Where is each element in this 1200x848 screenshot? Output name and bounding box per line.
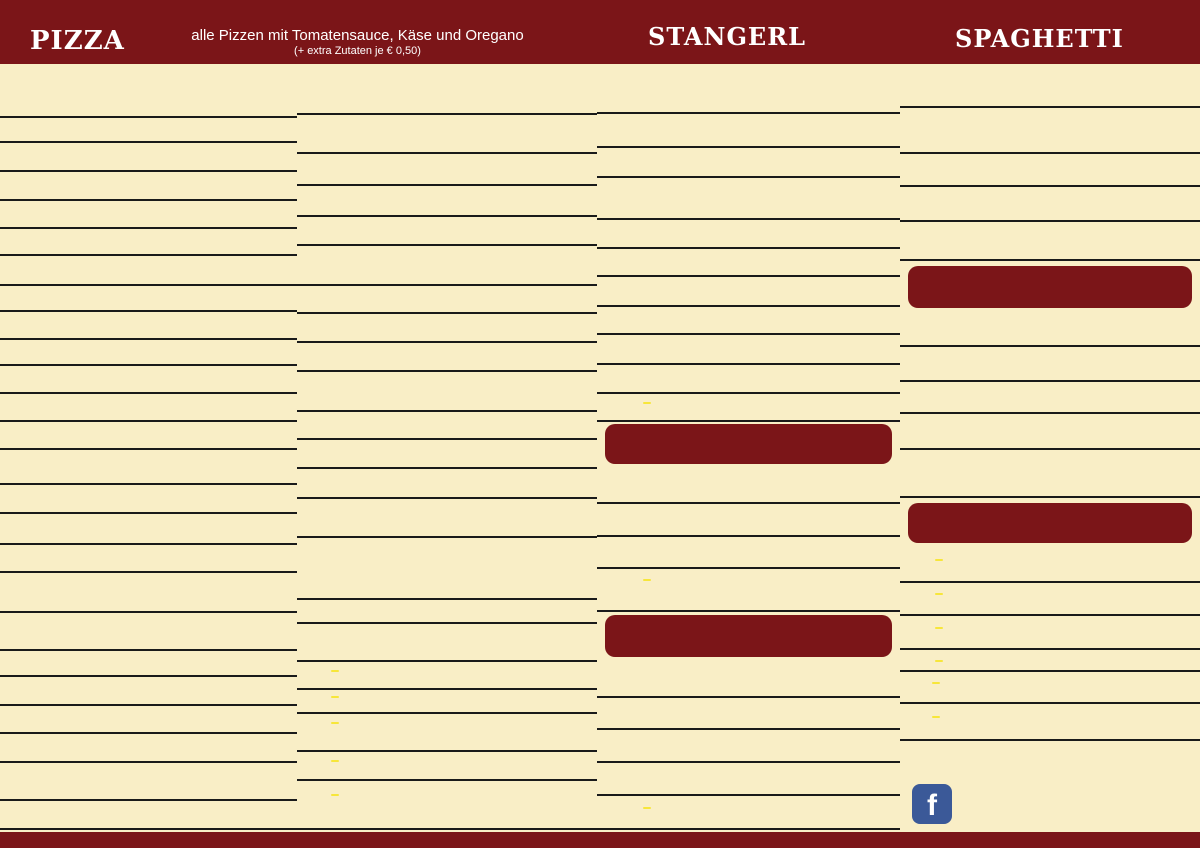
item-name bbox=[635, 574, 651, 586]
menu-item bbox=[900, 154, 1200, 187]
item-name bbox=[32, 84, 35, 96]
item-name bbox=[323, 717, 339, 729]
new-badge bbox=[331, 722, 339, 724]
new-badge bbox=[643, 807, 651, 809]
item-name bbox=[635, 339, 638, 351]
item-name bbox=[32, 709, 35, 721]
item-name bbox=[323, 473, 326, 485]
menu-item bbox=[0, 450, 297, 485]
item-name bbox=[635, 397, 651, 409]
menu-item bbox=[597, 537, 900, 569]
item-name bbox=[927, 622, 943, 634]
item-name bbox=[323, 443, 326, 455]
menu-item bbox=[297, 781, 597, 830]
menu-item bbox=[297, 72, 597, 115]
menu-item bbox=[297, 115, 597, 154]
menu-item bbox=[597, 114, 900, 148]
menu-item bbox=[297, 286, 597, 314]
menu-item bbox=[900, 312, 1200, 347]
item-name bbox=[32, 369, 35, 381]
item-name bbox=[635, 183, 638, 195]
menu-item bbox=[900, 672, 1200, 704]
item-name bbox=[323, 220, 326, 232]
new-badge bbox=[331, 794, 339, 796]
item-name bbox=[32, 737, 35, 749]
item-name bbox=[32, 488, 35, 500]
menu-item bbox=[597, 662, 900, 698]
menu-item bbox=[597, 178, 900, 220]
menu-item bbox=[900, 414, 1200, 450]
item-name bbox=[323, 789, 339, 801]
section-banner-haupt bbox=[908, 503, 1192, 543]
menu-item bbox=[297, 154, 597, 186]
menu-item bbox=[0, 763, 297, 801]
item-name bbox=[635, 120, 638, 132]
menu-item bbox=[297, 469, 597, 499]
item-name bbox=[323, 346, 326, 358]
facebook-icon[interactable]: f bbox=[912, 784, 952, 824]
menu-item bbox=[297, 440, 597, 469]
menu-item bbox=[900, 650, 1200, 672]
item-name bbox=[32, 425, 35, 437]
new-badge bbox=[932, 716, 940, 718]
menu-item bbox=[0, 734, 297, 763]
menu-item bbox=[297, 186, 597, 217]
item-name bbox=[927, 677, 940, 689]
item-name bbox=[323, 665, 339, 677]
new-badge bbox=[331, 696, 339, 698]
item-name bbox=[323, 376, 326, 388]
item-name bbox=[32, 680, 35, 692]
new-badge bbox=[935, 559, 943, 561]
menu-item bbox=[297, 538, 597, 600]
item-name bbox=[32, 175, 35, 187]
item-name bbox=[927, 193, 930, 205]
menu-item bbox=[900, 108, 1200, 154]
item-name bbox=[32, 804, 35, 816]
item-name bbox=[635, 252, 638, 264]
item-name bbox=[927, 387, 930, 399]
menu-item bbox=[297, 372, 597, 412]
menu-item bbox=[297, 714, 597, 752]
new-badge bbox=[643, 579, 651, 581]
item-name bbox=[927, 711, 940, 723]
section-banner-pide bbox=[605, 424, 892, 464]
item-name bbox=[323, 250, 326, 262]
item-name bbox=[32, 397, 35, 409]
menu-item bbox=[0, 545, 297, 573]
menu-item bbox=[297, 343, 597, 372]
item-name bbox=[927, 421, 930, 433]
item-name bbox=[32, 315, 35, 327]
item-name bbox=[32, 616, 35, 628]
item-name bbox=[635, 310, 638, 322]
new-badge bbox=[935, 627, 943, 629]
menu-item bbox=[900, 347, 1200, 382]
menu-item bbox=[597, 365, 900, 394]
item-name bbox=[32, 548, 35, 560]
menu-item bbox=[297, 314, 597, 343]
item-name bbox=[32, 653, 35, 665]
item-name bbox=[927, 348, 930, 360]
menu-item bbox=[0, 613, 297, 651]
item-name bbox=[32, 342, 35, 354]
item-name bbox=[323, 502, 326, 514]
item-name bbox=[323, 601, 326, 613]
item-name bbox=[927, 458, 930, 470]
item-name bbox=[32, 260, 35, 272]
menu-item bbox=[597, 220, 900, 249]
item-name bbox=[32, 766, 35, 778]
item-name bbox=[635, 281, 638, 293]
pizza-panel-2 bbox=[297, 64, 597, 832]
menu-item bbox=[900, 450, 1200, 498]
item-name bbox=[323, 415, 326, 427]
menu-item bbox=[0, 651, 297, 677]
item-name bbox=[32, 451, 35, 463]
menu-item bbox=[597, 394, 900, 422]
menu-item bbox=[900, 72, 1200, 108]
menu-item bbox=[597, 249, 900, 277]
new-badge bbox=[331, 670, 339, 672]
item-name bbox=[32, 288, 35, 300]
item-name bbox=[323, 190, 326, 202]
menu-item bbox=[297, 600, 597, 624]
pizza-panel-1 bbox=[0, 64, 297, 832]
item-name bbox=[635, 768, 638, 780]
stangerl-title: STANGERL bbox=[648, 22, 807, 51]
item-name bbox=[635, 669, 638, 681]
menu-item bbox=[597, 335, 900, 365]
menu-item bbox=[0, 143, 297, 172]
menu-item bbox=[297, 624, 597, 662]
menu-item bbox=[0, 340, 297, 366]
item-name bbox=[635, 735, 638, 747]
menu-item bbox=[297, 246, 597, 286]
new-badge bbox=[935, 660, 943, 662]
item-name bbox=[32, 577, 35, 589]
menu-item bbox=[0, 394, 297, 422]
section-banner-penne bbox=[908, 266, 1192, 308]
new-badge bbox=[932, 682, 940, 684]
pizza-subnote: (+ extra Zutaten je € 0,50) bbox=[294, 45, 421, 57]
item-name bbox=[323, 289, 326, 301]
menu-item bbox=[0, 172, 297, 201]
item-name bbox=[635, 509, 638, 521]
menu-item bbox=[597, 82, 900, 114]
menu-item bbox=[0, 229, 297, 256]
item-name bbox=[927, 79, 930, 91]
spaghetti-title: SPAGHETTI bbox=[955, 24, 1124, 53]
menu-item bbox=[0, 485, 297, 514]
menu-item bbox=[0, 366, 297, 394]
item-name bbox=[323, 118, 326, 130]
menu-item bbox=[0, 801, 297, 830]
menu-item bbox=[0, 286, 297, 312]
item-name bbox=[635, 152, 638, 164]
section-banner-tortellini bbox=[605, 615, 892, 657]
menu-item bbox=[597, 569, 900, 612]
item-name bbox=[32, 231, 35, 243]
menu-item bbox=[597, 307, 900, 335]
item-name bbox=[927, 318, 930, 330]
menu-item bbox=[900, 616, 1200, 650]
menu-item bbox=[297, 662, 597, 690]
menu-item bbox=[0, 573, 297, 613]
item-name bbox=[635, 368, 638, 380]
item-name bbox=[927, 588, 943, 600]
menu-item bbox=[0, 118, 297, 143]
menu-item bbox=[900, 187, 1200, 222]
menu-item bbox=[597, 504, 900, 537]
new-badge bbox=[935, 593, 943, 595]
item-name bbox=[635, 223, 638, 235]
item-name bbox=[635, 703, 638, 715]
menu-item bbox=[0, 256, 297, 286]
menu-item bbox=[297, 412, 597, 440]
menu-item bbox=[0, 422, 297, 450]
item-name bbox=[635, 475, 638, 487]
menu-item bbox=[597, 763, 900, 796]
menu-item bbox=[900, 548, 1200, 583]
stangerl-panel bbox=[597, 64, 900, 832]
item-name bbox=[323, 627, 326, 639]
menu-item bbox=[597, 698, 900, 730]
menu-item bbox=[297, 752, 597, 781]
pizza-title: PIZZA bbox=[30, 26, 125, 56]
item-name bbox=[927, 115, 930, 127]
menu-item bbox=[900, 583, 1200, 616]
item-name bbox=[927, 655, 943, 667]
item-name bbox=[635, 542, 638, 554]
menu-item bbox=[900, 222, 1200, 261]
new-badge bbox=[643, 402, 651, 404]
item-name bbox=[323, 691, 339, 703]
menu-item bbox=[0, 677, 297, 706]
item-name bbox=[323, 77, 326, 89]
menu-item bbox=[597, 730, 900, 763]
item-name bbox=[323, 548, 326, 560]
menu-item bbox=[297, 690, 597, 714]
pizza-subtitle: alle Pizzen mit Tomatensauce, Käse und Oregano bbox=[191, 27, 524, 44]
item-name bbox=[927, 230, 930, 242]
item-name bbox=[32, 119, 35, 131]
item-name bbox=[32, 146, 35, 158]
menu-item bbox=[0, 82, 297, 118]
item-name bbox=[635, 87, 638, 99]
menu-item bbox=[0, 514, 297, 545]
menu-item bbox=[597, 796, 900, 830]
menu-item bbox=[0, 312, 297, 340]
item-name bbox=[32, 204, 35, 216]
menu-item bbox=[0, 706, 297, 734]
menu-item bbox=[597, 277, 900, 307]
item-name bbox=[323, 159, 326, 171]
item-name bbox=[323, 755, 339, 767]
footer-bar bbox=[0, 832, 1200, 848]
menu-item bbox=[297, 217, 597, 246]
menu-item bbox=[597, 469, 900, 504]
menu-item bbox=[297, 499, 597, 538]
item-name bbox=[323, 317, 326, 329]
menu-item bbox=[900, 704, 1200, 741]
spaghetti-panel bbox=[900, 64, 1200, 832]
item-name bbox=[927, 159, 930, 171]
new-badge bbox=[331, 760, 339, 762]
item-name bbox=[635, 802, 651, 814]
item-name bbox=[927, 554, 943, 566]
item-name bbox=[32, 518, 35, 530]
menu-item bbox=[0, 201, 297, 229]
menu-item bbox=[597, 148, 900, 178]
menu-item bbox=[900, 382, 1200, 414]
